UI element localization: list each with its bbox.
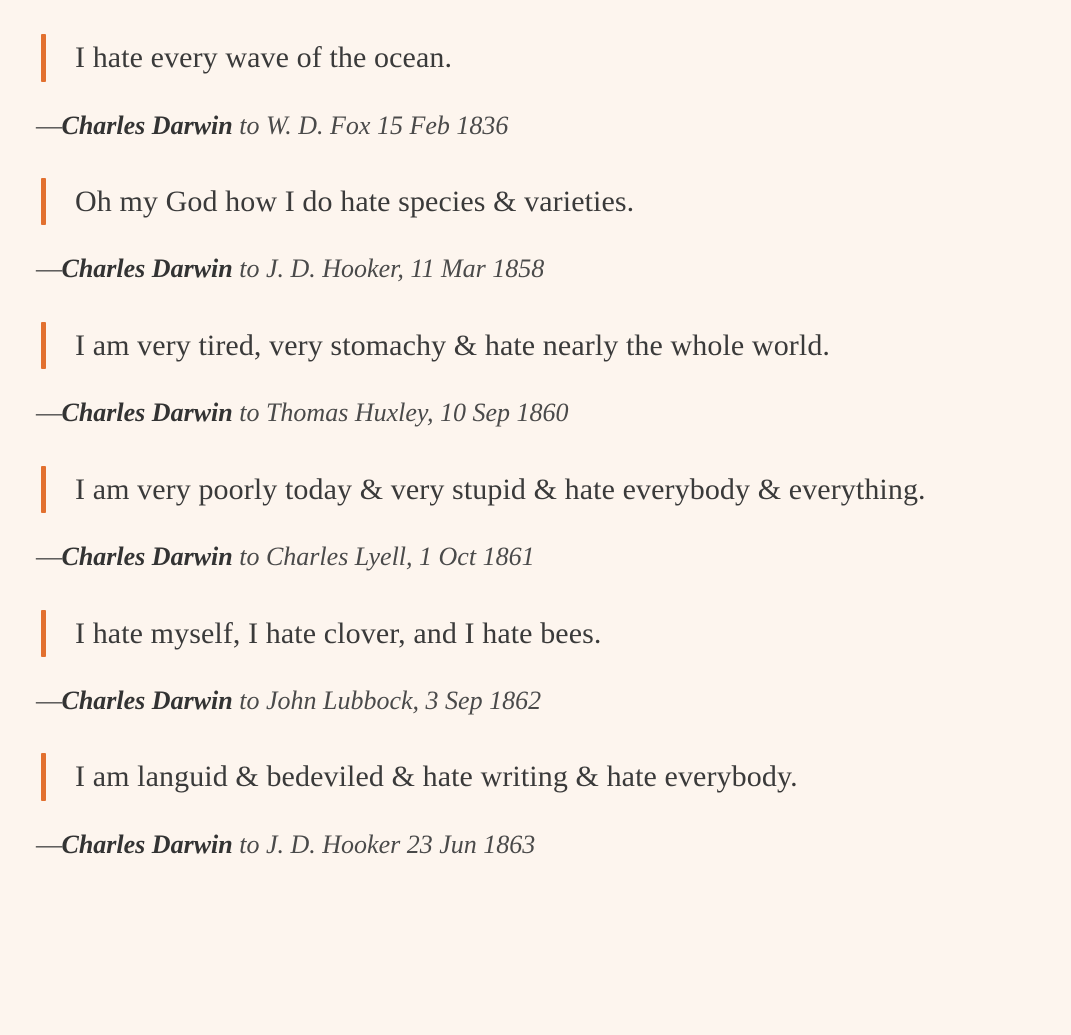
attribution-to-word: to [239,110,260,140]
attribution-dash: — [36,254,62,284]
quote-attribution [34,519,1037,603]
attribution-author: Charles Darwin [61,398,233,428]
attribution-author: Charles Darwin [61,110,233,140]
attribution-dash: — [36,686,62,716]
attribution-dash: — [36,829,62,859]
blockquote [34,604,1037,664]
attribution-dash: — [36,542,62,572]
attribution-to-word: to [239,829,260,859]
attribution-recipient-date: W. D. Fox 15 Feb 1836 [265,110,509,140]
blockquote [34,747,1037,807]
attribution-recipient-date: Thomas Huxley, 10 Sep 1860 [265,398,569,428]
quote-block [34,604,1037,748]
attribution-recipient-date: J. D. Hooker, 11 Mar 1858 [265,254,545,284]
attribution-to-word: to [239,542,260,572]
attribution-author: Charles Darwin [61,254,233,284]
blockquote [34,172,1037,232]
attribution-recipient-date: Charles Lyell, 1 Oct 1861 [265,542,535,572]
blockquote [34,28,1037,88]
attribution-author: Charles Darwin [61,829,233,859]
quote-text: I am very tired, very stomachy & hate nearly the whole world. [75,328,831,362]
quote-text: I hate every wave of the ocean. [75,41,453,74]
blockquote [34,316,1037,376]
attribution-dash: — [36,110,62,140]
quote-attribution [34,807,1037,891]
quote-attribution [34,88,1037,172]
quote-attribution [34,375,1037,459]
attribution-recipient-date: John Lubbock, 3 Sep 1862 [265,686,542,716]
quote-text: I am languid & bedeviled & hate writing & hate everybody. [75,760,798,794]
attribution-to-word: to [239,254,260,284]
quote-text: Oh my God how I do hate species & varieties. [75,184,635,218]
quote-block [34,172,1037,316]
quote-block [34,747,1037,891]
quote-block [34,460,1037,604]
quote-attribution [34,663,1037,747]
quote-text: I hate myself, I hate clover, and I hate bees. [75,616,602,650]
quote-attribution [34,231,1037,315]
attribution-author: Charles Darwin [61,542,233,572]
attribution-recipient-date: J. D. Hooker 23 Jun 1863 [265,829,536,859]
quote-block [34,316,1037,460]
attribution-dash: — [36,398,62,428]
quote-block [34,28,1037,172]
blockquote [34,460,1037,520]
attribution-to-word: to [239,398,260,428]
attribution-author: Charles Darwin [61,686,233,716]
attribution-to-word: to [239,686,260,716]
quote-text: I am very poorly today & very stupid & hate everybody & everything. [75,472,926,506]
